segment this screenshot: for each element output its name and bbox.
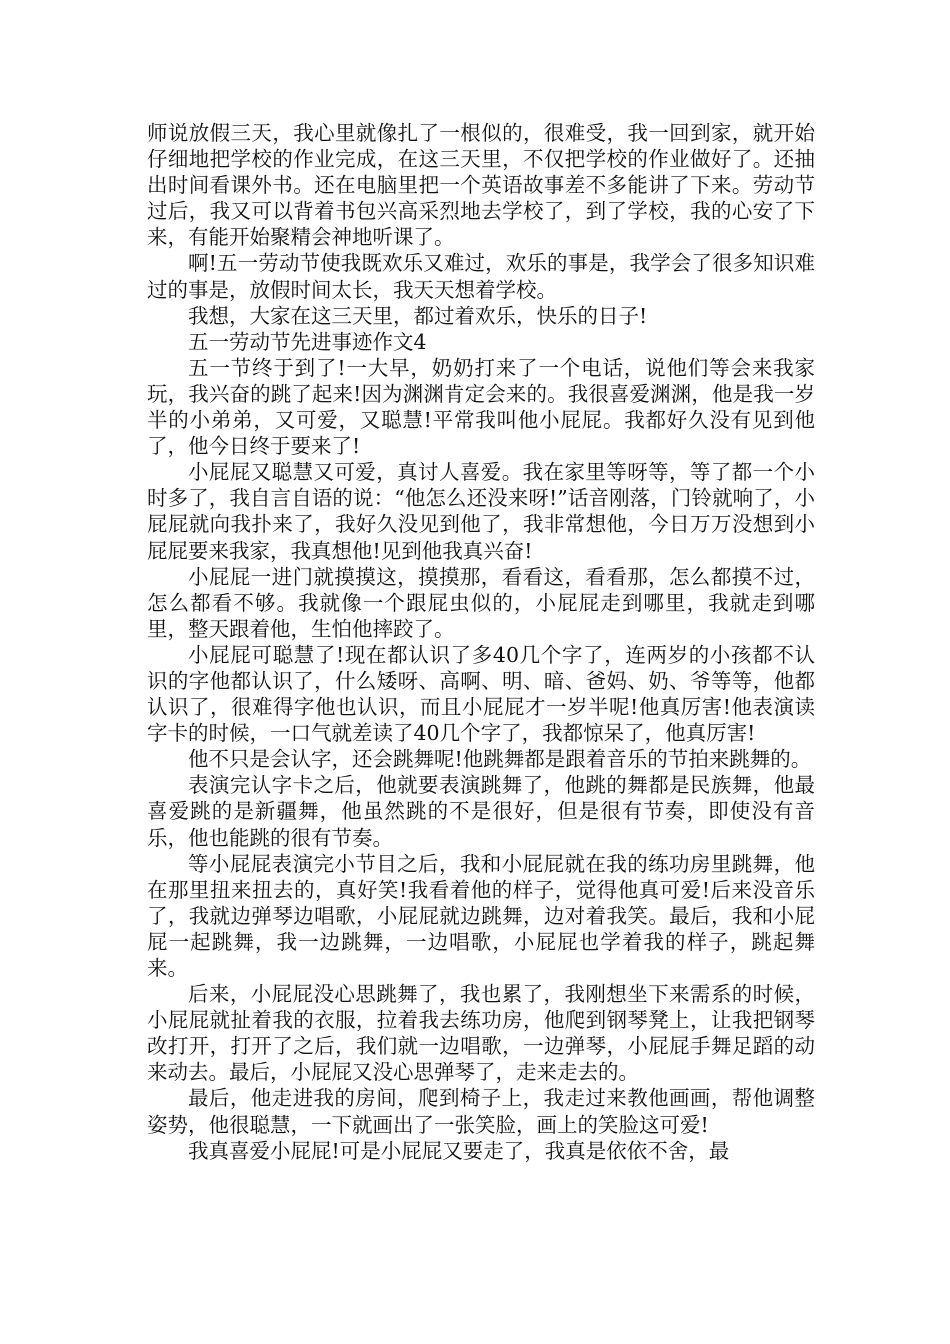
paragraph: 啊!五一劳动节使我既欢乐又难过，欢乐的事是，我学会了很多知识难过的事是，放假时间太长，我天天想着学校。 [147, 251, 815, 302]
paragraph: 表演完认字卡之后，他就要表演跳舞了，他跳的舞都是民族舞，他最喜爱跳的是新疆舞，他虽然跳的不是很好，但是很有节奏，即使没有音乐，他也能跳的很有节奏。 [147, 773, 815, 850]
section-heading: 五一劳动节先进事迹作文4 [188, 329, 427, 354]
paragraph: 小屁屁又聪慧又可爱，真讨人喜爱。我在家里等呀等，等了都一个小时多了，我自言自语的说：“他怎么还没来呀!”话音刚落，门铃就响了，小屁屁就向我扑来了，我好久没见到他了，我非常想他，今日万万没想到小屁屁要来我家，我真想他!见到他我真兴奋! [147, 460, 815, 563]
paragraph: 五一节终于到了!一大早，奶奶打来了一个电话，说他们等会来我家玩，我兴奋的跳了起来!因为渊渊肯定会来的。我很喜爱渊渊，他是我一岁半的小弟弟，又可爱，又聪慧!平常我叫他小屁屁。我都好久没有见到他了，他今日终于要来了! [147, 355, 815, 459]
paragraph: 后来，小屁屁没心思跳舞了，我也累了，我刚想坐下来需系的时候，小屁屁就扯着我的衣服，拉着我去练功房，他爬到钢琴凳上，让我把钢琴改打开，打开了之后，我们就一边唱歌，一边弹琴，小屁屁手舞足蹈的动来动去。最后，小屁屁又没心思弹琴了，走来走去的。 [147, 982, 815, 1085]
paragraph: 我想，大家在这三天里，都过着欢乐，快乐的日子! [188, 303, 648, 328]
paragraph: 小屁屁可聪慧了!现在都认识了多40几个字了，连两岁的小孩都不认识的字他都认识了，什么矮呀、高啊、明、暗、爸妈、奶、爷等等，他都认识了，很难得字他也认识，而且小屁屁才一岁半呢!他真厉害!他表演读字卡的时候，一口气就差读了40几个字了，我都惊呆了，他真厉害! [147, 642, 815, 746]
paragraph: 他不只是会认字，还会跳舞呢!他跳舞都是跟着音乐的节拍来跳舞的。 [188, 747, 812, 772]
paragraph: 我真喜爱小屁屁!可是小屁屁又要走了，我真是依依不舍，最 [188, 1138, 730, 1163]
paragraph: 师说放假三天，我心里就像扎了一根似的，很难受，我一回到家，就开始仔细地把学校的作业完成，在这三天里，不仅把学校的作业做好了。还抽出时间看课外书。还在电脑里把一个英语故事差不多能讲了下来。劳动节过后，我又可以背着书包兴高采烈地去学校了，到了学校，我的心安了下来，有能开始聚精会神地听课了。 [147, 121, 815, 250]
paragraph: 等小屁屁表演完小节目之后，我和小屁屁就在我的练功房里跳舞，他在那里扭来扭去的，真好笑!我看着他的样子，觉得他真可爱!后来没音乐了，我就边弹琴边唱歌，小屁屁就边跳舞，边对着我笑。最后，我和小屁屁一起跳舞，我一边跳舞，一边唱歌，小屁屁也学着我的样子，跳起舞来。 [147, 851, 815, 980]
document-body [147, 120, 815, 1164]
paragraph: 最后，他走进我的房间，爬到椅子上，我走过来教他画画，帮他调整姿势，他很聪慧，一下就画出了一张笑脸，画上的笑脸这可爱! [147, 1086, 815, 1137]
paragraph: 小屁屁一进门就摸摸这，摸摸那，看看这，看看那，怎么都摸不过，怎么都看不够。我就像一个跟屁虫似的，小屁屁走到哪里，我就走到哪里，整天跟着他，生怕他摔跤了。 [147, 564, 815, 641]
